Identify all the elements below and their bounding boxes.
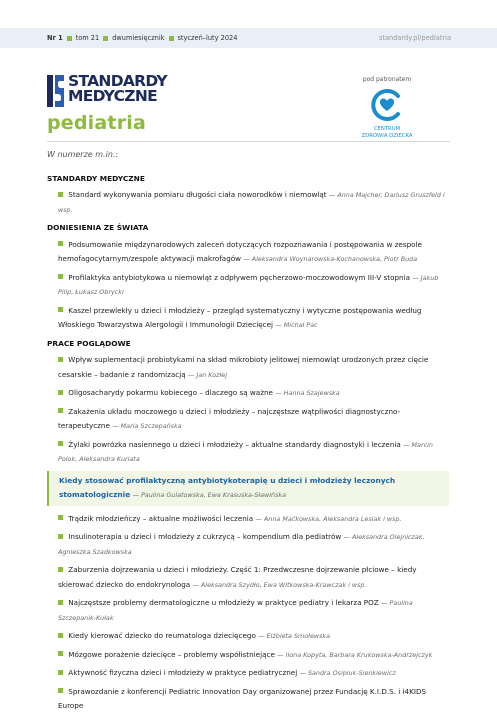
article-authors: — Hanna Szajewska — [275, 389, 340, 397]
issue-number: Nr 1 — [47, 34, 63, 42]
bullet-square-icon — [58, 534, 63, 539]
bullet-square-icon — [67, 36, 72, 41]
article-authors: — Paulina Szczepanik-Kułak — [58, 599, 413, 622]
article-item[interactable] — [58, 685, 449, 714]
article-item[interactable] — [58, 405, 449, 434]
bullet-square-icon — [169, 36, 174, 41]
bullet-square-icon — [58, 241, 63, 246]
header-divider — [47, 141, 450, 142]
logo-line-2: MEDYCZNE — [68, 87, 157, 105]
article-title: Trądzik młodzieńczy – aktualne możliwości leczenia — [68, 513, 254, 523]
bullet-square-icon — [58, 600, 63, 605]
patron-name-line-2: ZDROWIA DZIECKA — [361, 132, 413, 139]
article-authors: — Sandra Osipiuk-Sienkiewicz — [299, 669, 396, 677]
section-title: STANDARDY MEDYCZNE — [47, 173, 145, 183]
article-item[interactable] — [58, 563, 449, 592]
volume: tom 21 — [75, 34, 100, 42]
article-authors: — Anna Maćkowska, Aleksandra Lesiak i wsp. — [255, 514, 402, 523]
logo-wordmark — [68, 74, 167, 104]
bullet-square-icon — [103, 36, 108, 41]
bullet-square-icon — [58, 357, 63, 362]
article-title: Insulinoterapia u dzieci i młodzieży z cukrzycą – kompendium dla pediatrów — [68, 532, 342, 541]
article-item[interactable] — [58, 438, 449, 467]
featured-article-title: Kiedy stosować profilaktyczną antybiotykoterapię u dzieci i młodzieży leczonych stomatologicznie — [59, 475, 396, 499]
bullet-square-icon — [58, 192, 63, 197]
featured-article[interactable] — [47, 471, 449, 506]
bullet-square-icon — [58, 408, 63, 413]
article-title: Standard wykonywania pomiaru długości ciała noworodków i niemowląt — [68, 190, 327, 199]
article-authors: — Jan Kozłej — [187, 370, 227, 379]
logo-mark-icon — [47, 75, 64, 107]
article-title: Kiedy kierować dziecko do reumatologa dziecięcego — [68, 631, 256, 640]
bullet-square-icon — [58, 274, 63, 279]
article-authors: — Ilona Kopyta, Barbara Krukowska-Andrzejczyk — [277, 650, 433, 659]
article-authors: — Michał Pac — [275, 321, 318, 329]
article-title: Sprawozdanie z konferencji Pediatric Innovation Day organizowanej przez Fundację K.I.D.S. i i4KIDS Europe — [58, 686, 427, 710]
article-title: Zakażenia układu moczowego u dzieci i młodzieży – najczęstsze wątpliwości diagnostyczno-terapeutyczne — [58, 406, 401, 430]
logo-line-1: STANDARDY — [68, 72, 167, 90]
bullet-square-icon — [58, 567, 63, 572]
bullet-square-icon — [58, 651, 63, 656]
article-item[interactable] — [58, 271, 449, 300]
website-link[interactable]: standardy.pl/pediatria — [378, 34, 451, 42]
article-item[interactable] — [58, 353, 449, 382]
article-authors: — Aleksandra Szydło, Ewa Witkowska-Krawczak i wsp. — [192, 580, 367, 589]
bullet-square-icon — [58, 390, 63, 395]
table-of-contents — [47, 148, 449, 718]
article-authors: — Aleksandra Woynarowska-Kochanowska, Piotr Buda — [243, 255, 418, 263]
bullet-square-icon — [58, 441, 63, 446]
bullet-square-icon — [58, 633, 63, 638]
journal-title: pediatria — [47, 112, 147, 134]
patron-name-line-1: CENTRUM — [373, 126, 401, 132]
article-title: Żylaki powrózka nasiennego u dzieci i młodzieży – aktualne standardy diagnostyki i leczenia — [68, 439, 401, 449]
article-authors: — Aleksandra Olejniczak, Agnieszka Szadkowska — [58, 533, 425, 556]
article-item[interactable] — [58, 648, 449, 663]
article-item[interactable] — [58, 386, 449, 401]
issue-bar — [0, 28, 497, 48]
intro-text: W numerze m.in.: — [47, 150, 119, 159]
article-item[interactable] — [58, 304, 449, 333]
issue-info — [47, 34, 237, 42]
issue-date: styczeń–luty 2024 — [177, 34, 238, 42]
bullet-square-icon — [58, 688, 63, 693]
article-title: Najczęstsze problemy dermatologiczne u młodzieży w praktyce pediatry i lekarza POZ — [68, 598, 379, 607]
article-authors: — Marcin Polok, Aleksandra Kuriata — [58, 440, 433, 463]
article-item[interactable] — [58, 512, 449, 527]
article-title: Podsumowanie międzynarodowych zaleceń dotyczących rozpoznawania i postępowania w zespole hemofagocytarnym/zespole aktywacji makrofagów — [58, 239, 422, 263]
featured-article-authors: — Paulina Gulatowska, Ewa Krasuska-Sławińska — [132, 491, 287, 499]
article-title: Kaszel przewlekły u dzieci i młodzieży – przegląd systematyczny i wytyczne postępowania według Włoskiego Towarzystwa Alergologii i Immunologii Dziecięcej — [58, 305, 422, 329]
article-authors: — Anna Majcher, Dariusz Gruszfeld i wsp. — [58, 191, 445, 214]
article-title: Profilaktyka antybiotykowa u niemowląt z odpływem pęcherzowo-moczowodowym III-V stopnia — [68, 272, 411, 282]
patronage-label: pod patronatem — [362, 76, 412, 83]
article-authors: — Jakub Pilip, Łukasz Obrycki — [58, 273, 439, 296]
czd-logo-icon — [350, 89, 424, 125]
article-title: Oligosacharydy pokarmu kobiecego – dlaczego są ważne — [68, 388, 273, 397]
patron-name — [350, 126, 424, 139]
article-title: Zaburzenia dojrzewania u dzieci i młodzieży. Część 1: Przedwczesne dojrzewanie płciowe – kiedy skierować dziecko do endokrynologa — [58, 565, 417, 589]
article-item[interactable] — [58, 629, 449, 644]
article-title: Wpływ suplementacji probiotykami na skład mikrobioty jelitowej niemowląt urodzonych przez cięcie cesarskie – badanie z randomizacją — [58, 355, 429, 379]
article-item[interactable] — [58, 238, 449, 267]
article-title: Mózgowe porażenie dziecięce – problemy współistniejące — [68, 649, 275, 659]
bullet-square-icon — [58, 307, 63, 312]
article-authors: — Maria Szczepańska — [112, 422, 182, 430]
article-item[interactable] — [58, 666, 449, 681]
article-authors: — Elżbieta Smolewska — [258, 632, 331, 640]
bullet-square-icon — [58, 670, 63, 675]
article-item[interactable] — [58, 188, 449, 217]
patronage-block — [350, 76, 424, 139]
section-title: PRACE POGLĄDOWE — [47, 338, 131, 348]
article-title: Aktywność fizyczna dzieci i młodzieży w praktyce pediatrycznej — [68, 668, 298, 677]
article-item[interactable] — [58, 530, 449, 559]
section-title: DONIESIENIA ZE ŚWIATA — [47, 223, 149, 232]
bullet-square-icon — [58, 515, 63, 520]
frequency: dwumiesięcznik — [112, 34, 165, 42]
article-item[interactable] — [58, 596, 449, 625]
